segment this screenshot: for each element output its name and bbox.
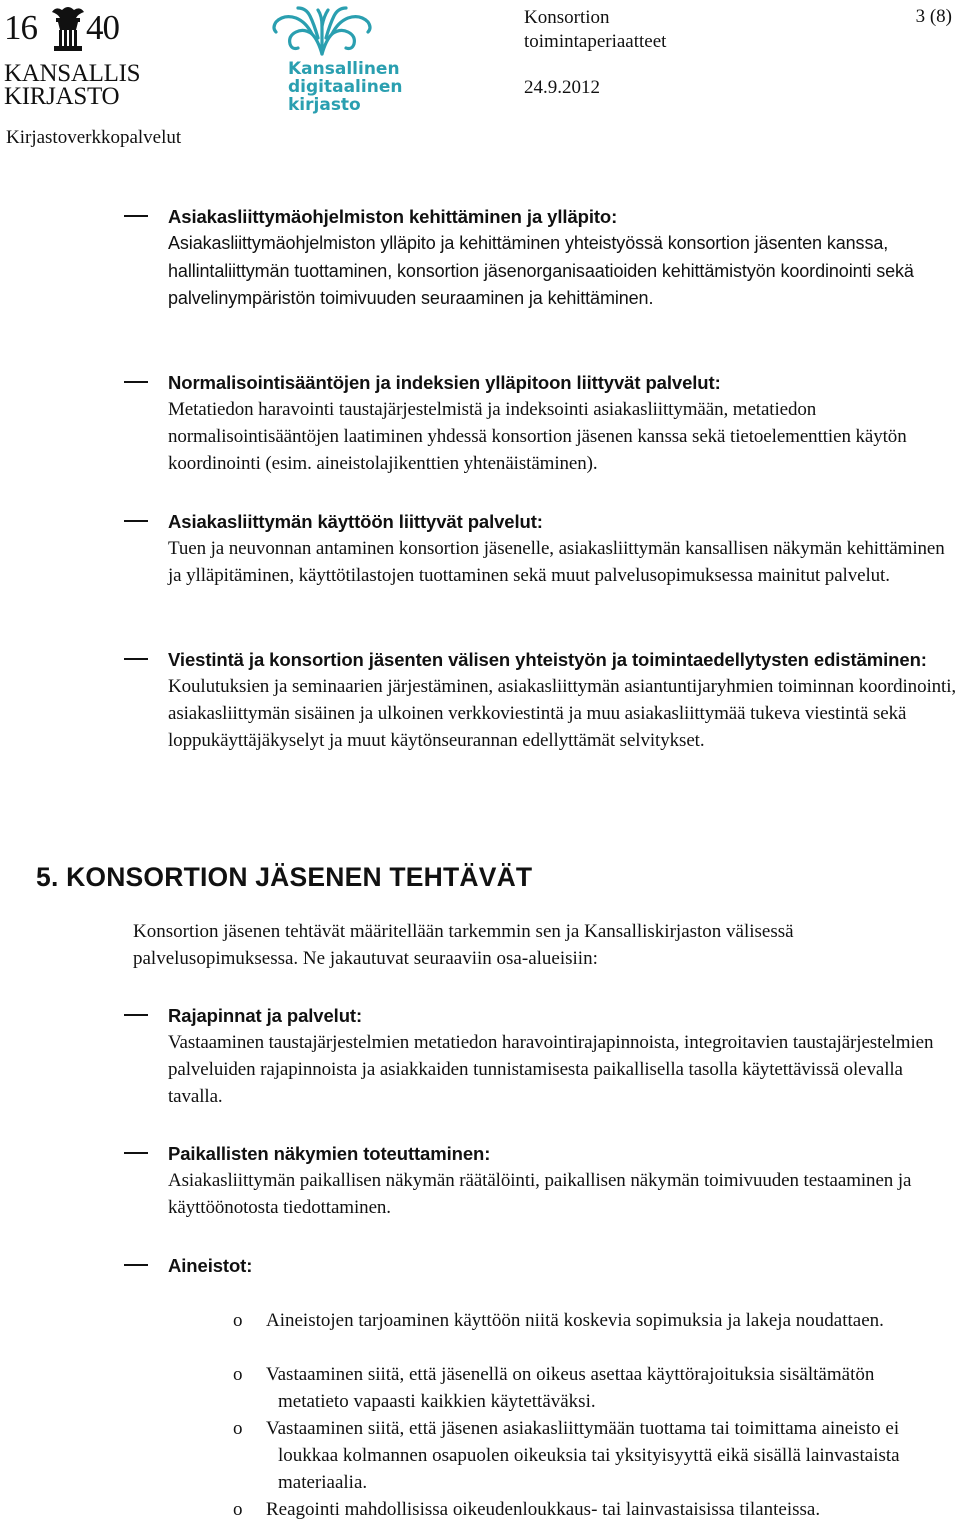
list-item bbox=[168, 646, 958, 754]
sub-list-item bbox=[233, 1415, 936, 1496]
list-item-heading: Normalisointisääntöjen ja indeksien ylläpitoon liittyvät palvelut: bbox=[168, 372, 721, 393]
list-item bbox=[168, 369, 958, 477]
kansallinen-digitaalinen-kirjasto-logo bbox=[268, 4, 403, 115]
dash-bullet-icon bbox=[124, 520, 148, 522]
logo2-line2: digitaalinen bbox=[288, 77, 403, 97]
list-item-heading: Aineistot: bbox=[168, 1255, 253, 1276]
sub-list-item-text: Vastaaminen siitä, että jäsenellä on oikeus asettaa käyttörajoituksia sisältämätön metatieto vapaasti kaikkien käytettäväksi. bbox=[266, 1364, 875, 1412]
page-number: 3 (8) bbox=[915, 6, 952, 27]
list-item-heading: Viestintä ja konsortion jäsenten välisen yhteistyön ja toimintaedellytysten edistäminen: bbox=[168, 649, 927, 670]
list-item-text: Asiakasliittymäohjelmiston ylläpito ja kehittäminen yhteistyössä konsortion jäsenten kanssa, hallintaliittymän tuottaminen, konsortion jäsenorganisaatioiden kehittämistyön koordinointi sekä palvelinympäristön toimivuuden seuraaminen ja kehittäminen. bbox=[168, 233, 914, 308]
list-item bbox=[168, 203, 958, 313]
circle-bullet-icon: o bbox=[233, 1310, 243, 1331]
list-item-text: Metatiedon haravointi taustajärjestelmistä ja indeksointi asiakasliittymään, metatiedon normalisointisääntöjen laatiminen yhdessä konsortion jäsenen kanssa sekä tietoelementtien käytön koordinointi (esim. aineistolajikenttien yhtenäistäminen). bbox=[168, 399, 907, 474]
logo-year-right: 40 bbox=[86, 8, 119, 47]
list-item bbox=[168, 1140, 958, 1221]
circle-bullet-icon: o bbox=[233, 1418, 243, 1439]
section-intro: Konsortion jäsenen tehtävät määritellään tarkemmin sen ja Kansalliskirjaston välisessä palvelusopimuksessa. Ne jakautuvat seuraaviin osa-alueisiin: bbox=[133, 921, 794, 969]
document-title bbox=[524, 6, 666, 54]
sub-list-item bbox=[233, 1496, 936, 1523]
logo-wordmark-line1: KANSALLIS bbox=[4, 60, 141, 87]
circle-bullet-icon: o bbox=[233, 1364, 243, 1385]
dash-bullet-icon bbox=[124, 1264, 148, 1266]
sub-list-item bbox=[233, 1307, 936, 1334]
dash-bullet-icon bbox=[124, 1152, 148, 1154]
document-title-line1: Konsortion bbox=[524, 7, 610, 28]
department-name: Kirjastoverkkopalvelut bbox=[6, 127, 182, 148]
sub-list-item-text: Aineistojen tarjoaminen käyttöön niitä koskevia sopimuksia ja lakeja noudattaen. bbox=[266, 1310, 884, 1331]
dash-bullet-icon bbox=[124, 215, 148, 217]
list-item-text: Tuen ja neuvonnan antaminen konsortion jäsenelle, asiakasliittymän kansallisen näkymän kehittäminen ja ylläpitäminen, käyttötilastojen tuottaminen sekä muut palvelusopimuksessa mainitut palvelut. bbox=[168, 538, 945, 586]
dash-bullet-icon bbox=[124, 658, 148, 660]
list-item bbox=[168, 508, 958, 589]
sub-list-item-text: Reagointi mahdollisissa oikeudenloukkaus- tai lainvastaisissa tilanteissa. bbox=[266, 1499, 821, 1520]
list-item-text: Vastaaminen taustajärjestelmien metatiedon haravointirajapinnoista, integroitavien taustajärjestelmien palveluiden rajapinnoista ja asiakkaiden tunnistamisesta paikallisella tasolla käytettävissä olevalla tavalla. bbox=[168, 1032, 934, 1107]
logo2-line1: Kansallinen bbox=[288, 59, 400, 79]
list-item-text: Koulutuksien ja seminaarien järjestäminen, asiakasliittymän asiantuntijaryhmien toiminnan koordinointi, asiakasliittymän sisäinen ja ulkoinen verkkoviestintä ja muu asiakasliittymää tukeva viestintä sekä loppukäyttäjäkyselyt ja muut käytönseurannan edellyttämät selvitykset. bbox=[168, 676, 957, 751]
logo-year-left: 16 bbox=[4, 8, 37, 47]
dash-bullet-icon bbox=[124, 1014, 148, 1016]
circle-bullet-icon: o bbox=[233, 1499, 243, 1520]
kansalliskirjasto-logo bbox=[4, 4, 141, 110]
sub-list-item bbox=[233, 1361, 936, 1415]
column-capital-icon bbox=[48, 4, 88, 54]
sub-list-item-text: Vastaaminen siitä, että jäsenen asiakasliittymään tuottama tai toimittama aineisto ei loukkaa kolmannen osapuolen oikeuksia tai yksityisyyttä eikä sisällä lainvastaista materiaalia. bbox=[266, 1418, 900, 1493]
document-date: 24.9.2012 bbox=[524, 77, 600, 98]
finna-wave-icon bbox=[268, 4, 376, 60]
list-item-heading: Paikallisten näkymien toteuttaminen: bbox=[168, 1143, 491, 1164]
logo-wordmark-line2: KIRJASTO bbox=[4, 83, 120, 110]
document-title-line2: toimintaperiaatteet bbox=[524, 31, 667, 52]
list-item bbox=[168, 1002, 958, 1110]
list-item bbox=[168, 1252, 958, 1279]
list-item-heading: Rajapinnat ja palvelut: bbox=[168, 1005, 363, 1026]
list-item-heading: Asiakasliittymäohjelmiston kehittäminen ja ylläpito: bbox=[168, 206, 618, 227]
logo2-line3: kirjasto bbox=[288, 95, 361, 115]
section-heading: 5. KONSORTION JÄSENEN TEHTÄVÄT bbox=[36, 862, 533, 892]
dash-bullet-icon bbox=[124, 381, 148, 383]
list-item-heading: Asiakasliittymän käyttöön liittyvät palvelut: bbox=[168, 511, 543, 532]
list-item-text: Asiakasliittymän paikallisen näkymän räätälöinti, paikallisen näkymän toimivuuden testaaminen ja käyttöönotosta tiedottaminen. bbox=[168, 1170, 912, 1218]
